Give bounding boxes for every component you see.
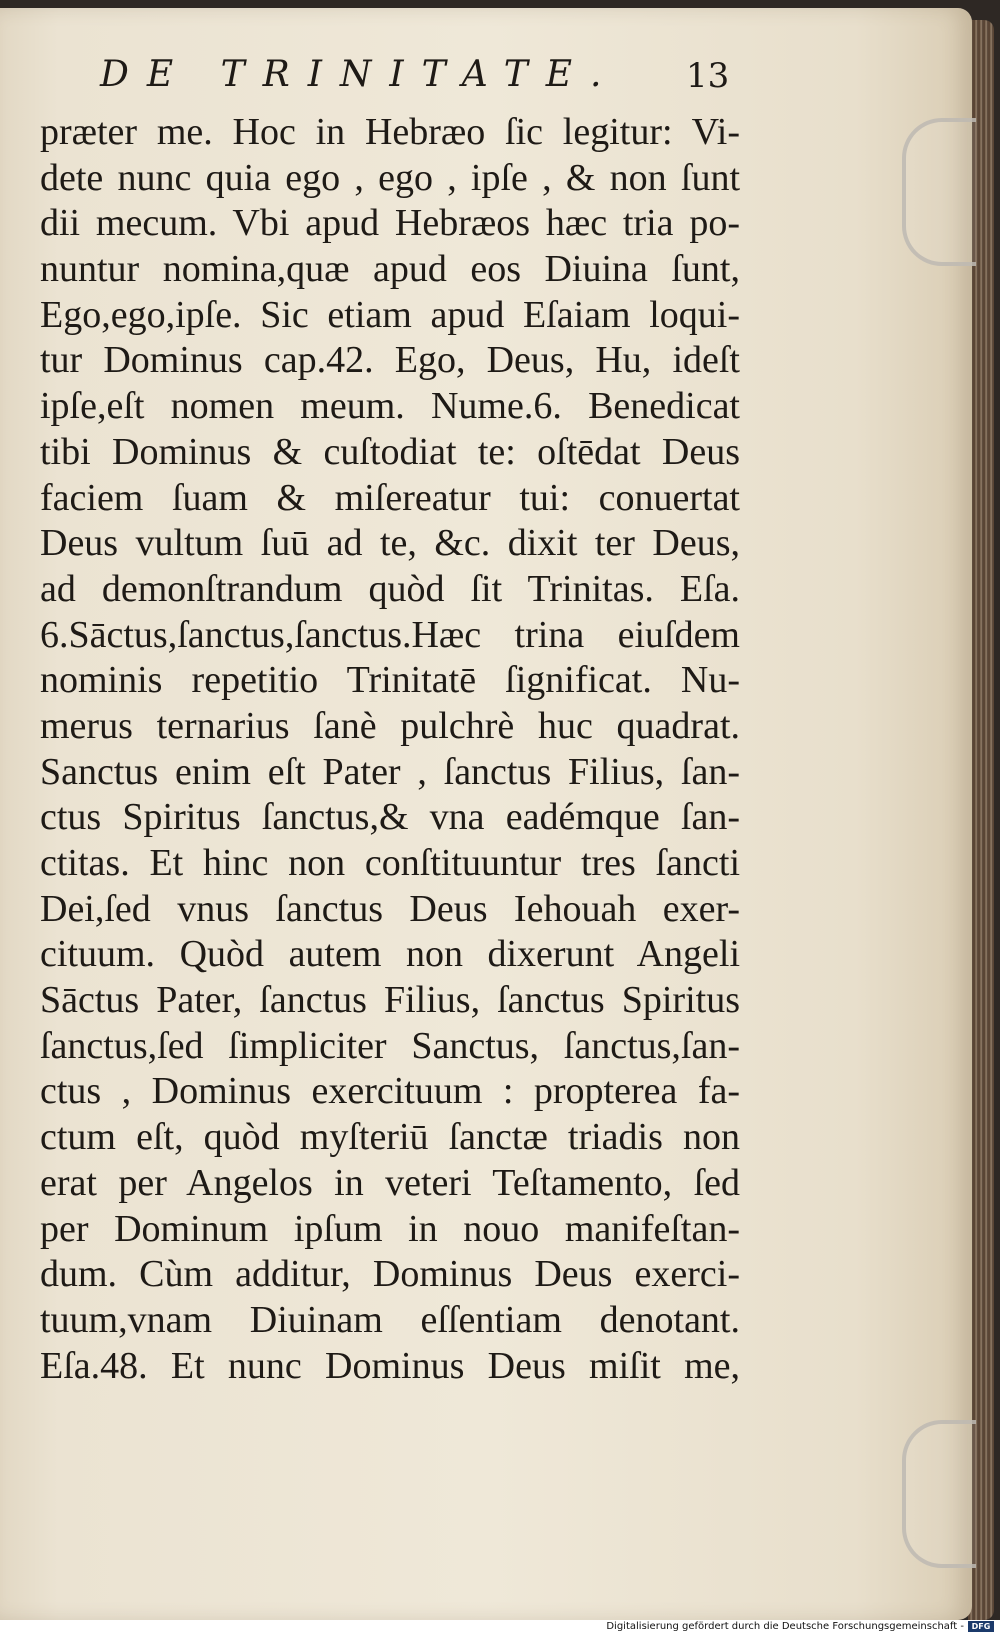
text-line: ipſe,eſt nomen meum. Nume.6. Benedicat <box>40 385 740 428</box>
text-line: ctus Spiritus ſanctus,& vna eadémque ſan- <box>40 796 740 839</box>
text-line: præter me. Hoc in Hebræo ſic legitur: Vi- <box>40 111 740 153</box>
text-line: Deus vultum ſuū ad te, &c. dixit ter Deus, <box>40 522 740 565</box>
page-clip-top <box>902 118 976 266</box>
text-line: dii mecum. Vbi apud Hebræos hæc tria po- <box>40 202 740 245</box>
text-line: nominis repetitio Trinitatē ſignificat. Nu- <box>40 659 740 702</box>
running-title: DE TRINITATE. <box>100 54 620 95</box>
text-line: ad demonſtrandum quòd ſit Trinitas. Eſa. <box>40 567 740 610</box>
text-line: nuntur nomina,quæ apud eos Diuina ſunt, <box>40 248 740 291</box>
text-line: ctus , Dominus exercituum : propterea fa- <box>40 1070 740 1113</box>
text-line: Sāctus Pater, ſanctus Filius, ſanctus Spiritus <box>40 979 740 1022</box>
page-clip-bottom <box>902 1420 976 1568</box>
text-line: erat per Angelos in veteri Teſtamento, ſed <box>40 1161 740 1204</box>
dfg-logo: DFG <box>968 1621 994 1632</box>
text-line: Sanctus enim eſt Pater , ſanctus Filius, ſan- <box>40 750 740 793</box>
text-line: faciem ſuam & miſereatur tui: conuertat <box>40 476 740 519</box>
body-text <box>40 110 740 1389</box>
text-line: merus ternarius ſanè pulchrè huc quadrat. <box>40 704 740 747</box>
text-line: per Dominum ipſum in nouo manifeſtan- <box>40 1207 740 1250</box>
text-line: ctum eſt, quòd myſteriū ſanctæ triadis non <box>40 1116 740 1159</box>
page-number: 13 <box>686 56 730 96</box>
text-line: tur Dominus cap.42. Ego, Deus, Hu, ideſt <box>40 339 740 382</box>
text-line: dete nunc quia ego , ego , ipſe , & non ſunt <box>40 156 740 199</box>
text-line: Ego,ego,ipſe. Sic etiam apud Eſaiam loqui- <box>40 293 740 336</box>
text-line: Dei,ſed vnus ſanctus Deus Iehouah exer- <box>40 887 740 930</box>
text-line: 6.Sāctus,ſanctus,ſanctus.Hæc trina eiuſdem <box>40 613 740 656</box>
text-line: cituum. Quòd autem non dixerunt Angeli <box>40 933 740 976</box>
text-line: Eſa.48. Et nunc Dominus Deus miſit me, <box>40 1344 740 1387</box>
funding-credit: Digitalisierung gefördert durch die Deutsche Forschungsgemeinschaft - <box>606 1621 964 1632</box>
text-line: ctitas. Et hinc non conſtituuntur tres ſancti <box>40 842 740 884</box>
digitization-footer <box>0 1620 1000 1633</box>
text-line: tibi Dominus & cuſtodiat te: oſtēdat Deus <box>40 430 740 473</box>
text-line: ſanctus,ſed ſimpliciter Sanctus, ſanctus,ſan- <box>40 1024 740 1067</box>
text-line: dum. Cùm additur, Dominus Deus exerci- <box>40 1253 740 1296</box>
text-line: tuum,vnam Diuinam eſſentiam denotant. <box>40 1298 740 1341</box>
